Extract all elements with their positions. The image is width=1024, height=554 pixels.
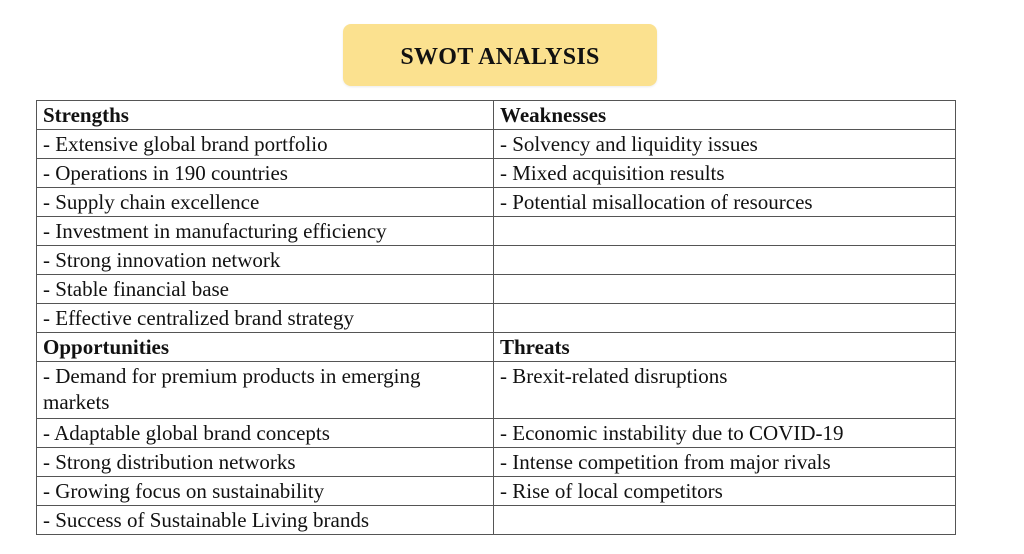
table-row — [37, 188, 956, 217]
threat-item: - Rise of local competitors — [494, 477, 956, 506]
strengths-heading: Strengths — [37, 101, 494, 130]
table-row — [37, 362, 956, 419]
weaknesses-heading: Weaknesses — [494, 101, 956, 130]
empty-cell — [494, 275, 956, 304]
weakness-item: - Potential misallocation of resources — [494, 188, 956, 217]
table-row — [37, 217, 956, 246]
table-row — [37, 246, 956, 275]
swot-table — [36, 100, 956, 535]
table-row — [37, 448, 956, 477]
threat-item: - Brexit-related disruptions — [494, 362, 956, 419]
empty-cell — [494, 217, 956, 246]
table-row — [37, 477, 956, 506]
table-row — [37, 304, 956, 333]
strength-item: - Effective centralized brand strategy — [37, 304, 494, 333]
strength-item: - Stable financial base — [37, 275, 494, 304]
strength-item: - Supply chain excellence — [37, 188, 494, 217]
strength-item: - Strong innovation network — [37, 246, 494, 275]
table-row — [37, 506, 956, 535]
table-row — [37, 275, 956, 304]
title-banner — [343, 24, 657, 86]
strength-item: - Investment in manufacturing efficiency — [37, 217, 494, 246]
table-row — [37, 130, 956, 159]
table-row — [37, 159, 956, 188]
empty-cell — [494, 304, 956, 333]
weakness-item: - Solvency and liquidity issues — [494, 130, 956, 159]
empty-cell — [494, 246, 956, 275]
page-title: SWOT ANALYSIS — [400, 43, 600, 70]
opportunity-item: - Success of Sustainable Living brands — [37, 506, 494, 535]
opportunity-item: - Growing focus on sustainability — [37, 477, 494, 506]
empty-cell — [494, 506, 956, 535]
weakness-item: - Mixed acquisition results — [494, 159, 956, 188]
strength-item: - Extensive global brand portfolio — [37, 130, 494, 159]
table-row — [37, 101, 956, 130]
opportunity-item: - Demand for premium products in emerging markets — [37, 362, 494, 419]
table-row — [37, 333, 956, 362]
threats-heading: Threats — [494, 333, 956, 362]
table-row — [37, 419, 956, 448]
strength-item: - Operations in 190 countries — [37, 159, 494, 188]
threat-item: - Intense competition from major rivals — [494, 448, 956, 477]
threat-item: - Economic instability due to COVID-19 — [494, 419, 956, 448]
opportunities-heading: Opportunities — [37, 333, 494, 362]
opportunity-item: - Adaptable global brand concepts — [37, 419, 494, 448]
opportunity-item: - Strong distribution networks — [37, 448, 494, 477]
